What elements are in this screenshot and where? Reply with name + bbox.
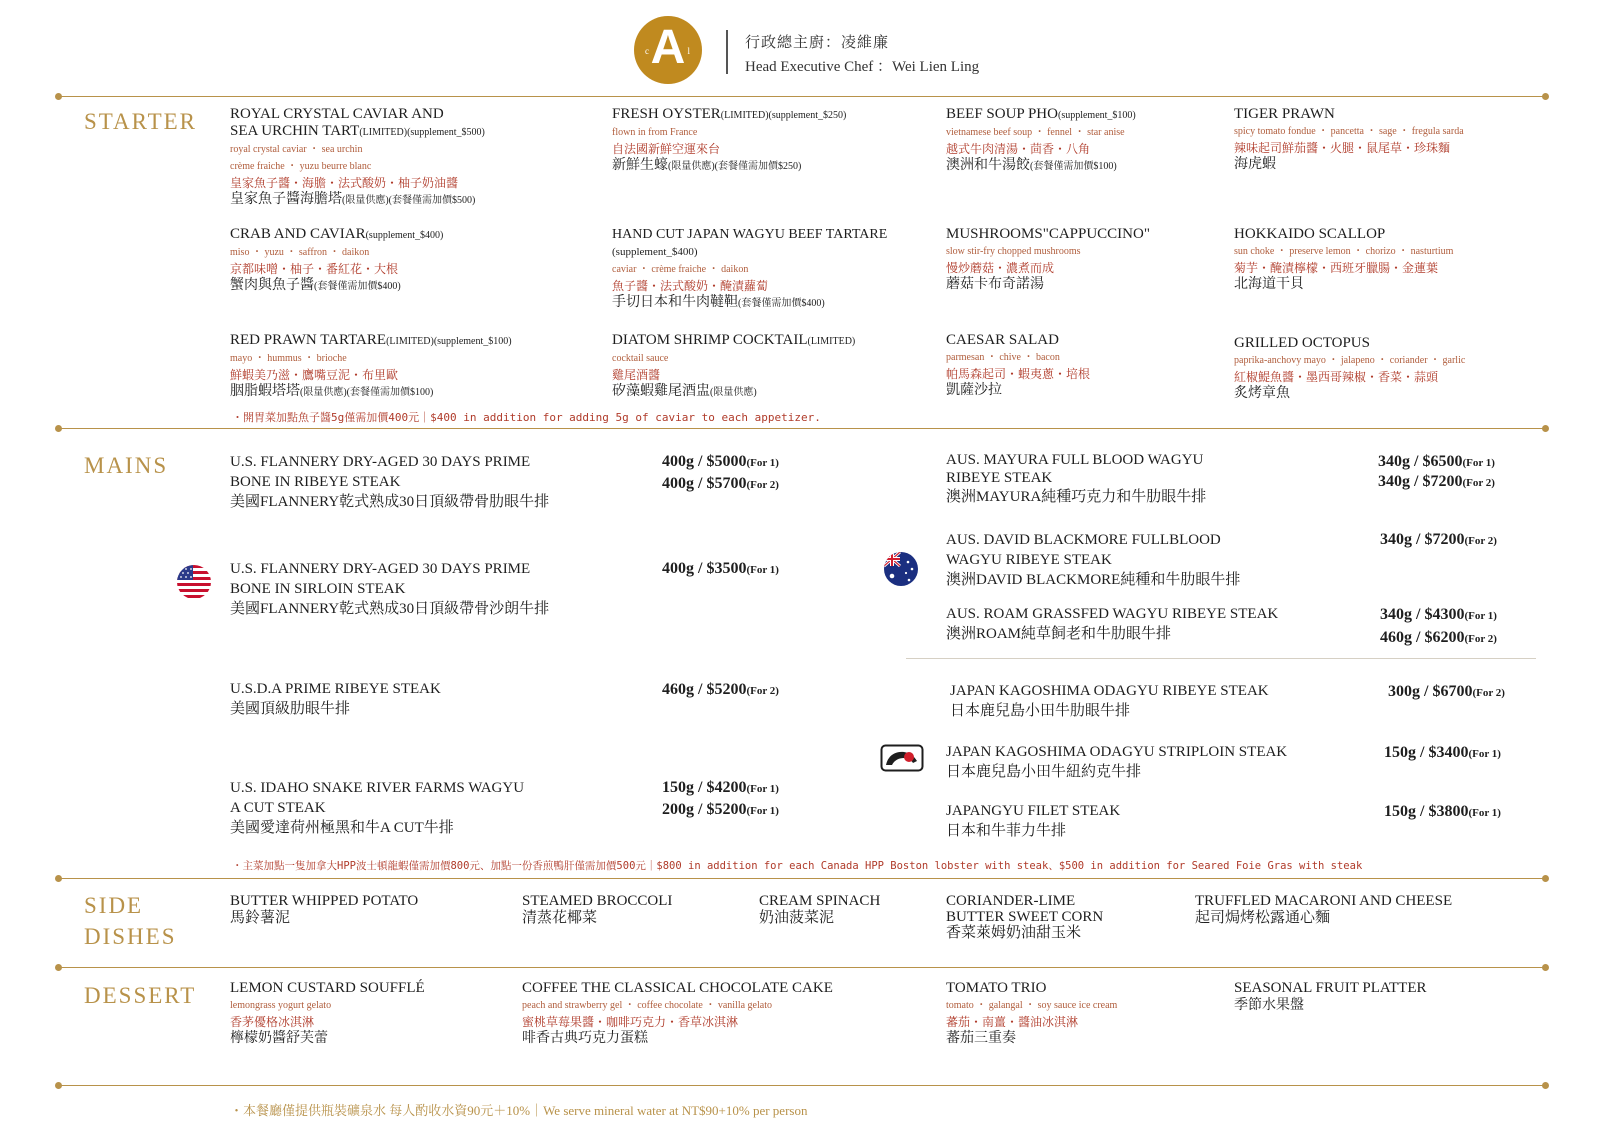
- dish-tag: (LIMITED)(supplement_$500): [359, 127, 485, 138]
- dish-name: HOKKAIDO SCALLOP: [1234, 226, 1386, 242]
- dish-tag: (supplement_$400): [612, 246, 698, 258]
- dish-name-zh: 日本鹿兒島小田牛紐約克牛排: [946, 764, 1142, 780]
- dish-name: TRUFFLED MACARONI AND CHEESE: [1195, 893, 1453, 909]
- price-serving: (For 1): [746, 783, 779, 795]
- dish-name-zh: 澳洲DAVID BLACKMORE純種和牛肋眼牛排: [946, 572, 1241, 588]
- section-starter: STARTER: [84, 109, 198, 134]
- price-line: [662, 799, 779, 822]
- starter-red-prawn-tartare: [230, 332, 600, 401]
- dish-name-zh: 海虎蝦: [1234, 157, 1276, 172]
- dish-name-zh: 啡香古典巧克力蛋糕: [522, 1031, 648, 1046]
- dessert-lemon-souffle: [230, 980, 510, 1047]
- price-line: [1384, 742, 1501, 765]
- price-value: 340g / $7200: [1380, 531, 1465, 548]
- price-value: 340g / $4300: [1380, 606, 1465, 623]
- price-serving: (For 1): [1468, 748, 1501, 760]
- dish-name-zh: 北海道干貝: [1234, 277, 1304, 292]
- dish-name-zh: 美國FLANNERY乾式熟成30日頂級帶骨沙朗牛排: [230, 601, 550, 617]
- section-dessert: DESSERT: [84, 983, 197, 1008]
- dish-ingredients-zh: 紅椒鯷魚醬・墨西哥辣椒・香菜・蒜頭: [1234, 370, 1439, 384]
- main-us-idaho-wagyu: [230, 778, 630, 838]
- dish-name-zh: 矽藻蝦雞尾酒盅: [612, 384, 710, 399]
- dish-ingredients-zh: 香茅優格冰淇淋: [230, 1015, 315, 1029]
- dish-supplement-zh: (限量供應): [710, 387, 757, 398]
- dish-name-zh: 蘑菇卡布奇諾湯: [946, 277, 1044, 292]
- dish-name-zh: 蕃茄三重奏: [946, 1031, 1016, 1046]
- dish-name: CRAB AND CAVIAR: [230, 226, 366, 242]
- divider-top: [58, 96, 1546, 97]
- logo-letter: A: [650, 21, 686, 74]
- dish-name-zh: 馬鈴薯泥: [230, 910, 291, 926]
- main-japan-odagyu-striploin: [946, 742, 1366, 782]
- dish-name-zh: 奶油菠菜泥: [759, 910, 835, 926]
- dish-name: SEA URCHIN TART: [230, 123, 360, 139]
- price-serving: (For 1): [1462, 457, 1495, 469]
- price-value: 400g / $5700: [662, 475, 747, 492]
- starter-caesar-salad: [946, 332, 1226, 399]
- dish-tag: (LIMITED): [807, 336, 856, 347]
- dish-name: DIATOM SHRIMP COCKTAIL: [612, 332, 808, 348]
- price-value: 340g / $7200: [1378, 473, 1463, 490]
- price-value: 460g / $5200: [662, 681, 747, 698]
- price-value: 150g / $3800: [1384, 803, 1469, 820]
- price-line: [1380, 604, 1497, 627]
- dish-name: BONE IN RIBEYE STEAK: [230, 474, 401, 490]
- price-value: 150g / $3400: [1384, 744, 1469, 761]
- dish-name: U.S.D.A PRIME RIBEYE STEAK: [230, 681, 441, 697]
- dish-name-zh: 胭脂蝦塔塔: [230, 384, 300, 399]
- main-usda-ribeye: [230, 679, 630, 719]
- dish-ingredients: spicy tomato fondue ・ pancetta ・ sage ・ fregula sarda: [1234, 126, 1464, 137]
- dish-name-zh: 澳洲ROAM純草飼老和牛肋眼牛排: [946, 626, 1172, 642]
- dish-name: BONE IN SIRLOIN STEAK: [230, 581, 406, 597]
- starter-fresh-oyster: [612, 106, 922, 175]
- dish-ingredients-zh: 鮮蝦美乃滋・鷹嘴豆泥・布里歐: [230, 368, 399, 382]
- dish-tag: (supplement_$100): [1057, 110, 1136, 121]
- dish-supplement-zh: (限量供應)(套餐僅需加價$500): [342, 195, 476, 206]
- chef-title-chinese: 行政總主廚：凌維廉: [745, 35, 890, 51]
- divider-sides-dessert: [58, 967, 1546, 968]
- price-value: 150g / $4200: [662, 779, 747, 796]
- price-serving: (For 1): [1468, 807, 1501, 819]
- dish-name: TIGER PRAWN: [1234, 106, 1335, 122]
- dish-name-zh: 季節水果盤: [1234, 998, 1304, 1013]
- starter-grilled-octopus: [1234, 335, 1554, 402]
- dish-name-zh: 美國FLANNERY乾式熟成30日頂級帶骨肋眼牛排: [230, 494, 550, 510]
- starter-mushroom-cappuccino: [946, 226, 1226, 293]
- price-serving: (For 1): [746, 457, 779, 469]
- price-serving: (For 2): [1472, 687, 1505, 699]
- dish-ingredients: paprika-anchovy mayo ・ jalapeno ・ coriander ・ garlic: [1234, 355, 1466, 366]
- dish-ingredients-zh: 越式牛肉清湯・茴香・八角: [946, 142, 1091, 156]
- dish-name: U.S. IDAHO SNAKE RIVER FARMS WAGYU: [230, 780, 525, 796]
- dish-name-zh: 蟹肉與魚子醬: [230, 278, 314, 293]
- dish-name: RIBEYE STEAK: [946, 470, 1053, 486]
- price-line: [1380, 627, 1497, 650]
- dish-name: AUS. ROAM GRASSFED WAGYU RIBEYE STEAK: [946, 606, 1279, 622]
- dish-supplement-zh: (套餐僅需加價$400): [738, 298, 825, 309]
- dish-name: BUTTER SWEET CORN: [946, 909, 1104, 925]
- starter-diatom-shrimp: [612, 332, 932, 401]
- dish-supplement-zh: (限量供應)(套餐僅需加價$100): [300, 387, 434, 398]
- section-mains: MAINS: [84, 453, 169, 478]
- dessert-tomato-trio: [946, 980, 1226, 1047]
- main-aus-roam-ribeye: [946, 604, 1366, 644]
- header-divider: [726, 30, 728, 74]
- dish-ingredients-zh: 帕馬森起司・蝦夷蔥・培根: [946, 367, 1091, 381]
- dish-name-zh: 清蒸花椰菜: [522, 910, 598, 926]
- dish-name: CAESAR SALAD: [946, 332, 1059, 348]
- price-line: [1388, 681, 1505, 704]
- price-value: 200g / $5200: [662, 801, 747, 818]
- dish-name-zh: 澳洲MAYURA純種巧克力和牛肋眼牛排: [946, 489, 1207, 505]
- price-serving: (For 2): [1464, 633, 1497, 645]
- dish-ingredients: parmesan ・ chive ・ bacon: [946, 352, 1060, 363]
- dish-supplement-zh: (套餐僅需加價$100): [1030, 161, 1117, 172]
- dish-ingredients-zh: 自法國新鮮空運來台: [612, 142, 721, 156]
- dish-name: CORIANDER-LIME: [946, 893, 1076, 909]
- main-aus-blackmore-ribeye: [946, 530, 1346, 590]
- dish-ingredients: royal crystal caviar ・ sea urchin: [230, 144, 363, 155]
- dish-name-zh: 凱薩沙拉: [946, 383, 1002, 398]
- dish-tag: (LIMITED)(supplement_$250): [720, 110, 847, 121]
- dish-name: FRESH OYSTER: [612, 106, 721, 122]
- dish-ingredients: caviar ・ crème fraiche ・ daikon: [612, 264, 749, 275]
- australia-flag-icon: [884, 552, 918, 586]
- price-serving: (For 2): [746, 479, 779, 491]
- dish-name: LEMON CUSTARD SOUFFLÉ: [230, 980, 425, 996]
- dish-name-zh: 手切日本和牛肉韃靼: [612, 295, 738, 310]
- dish-name: AUS. DAVID BLACKMORE FULLBLOOD: [946, 532, 1221, 548]
- dish-name: GRILLED OCTOPUS: [1234, 335, 1370, 351]
- dish-ingredients-zh: 菊芋・醃漬檸檬・西班牙臘腸・金蓮葉: [1234, 261, 1439, 275]
- dish-ingredients-zh: 京都味噌・柚子・番紅花・大根: [230, 262, 399, 276]
- price-value: 300g / $6700: [1388, 683, 1473, 700]
- dish-ingredients-zh: 皇家魚子醬・海膽・法式酸奶・柚子奶油醬: [230, 176, 459, 190]
- dish-name: BUTTER WHIPPED POTATO: [230, 893, 419, 909]
- dessert-fruit-platter: [1234, 980, 1534, 1014]
- dish-name: U.S. FLANNERY DRY-AGED 30 DAYS PRIME: [230, 561, 531, 577]
- restaurant-logo: [634, 16, 702, 84]
- dish-ingredients-zh: 辣味起司鮮茄醬・火腿・鼠尾草・珍珠麵: [1234, 141, 1451, 155]
- main-japangyu-filet: [946, 801, 1366, 841]
- section-side-line1: SIDE: [84, 893, 144, 918]
- price-line: [662, 473, 779, 496]
- dish-name: CREAM SPINACH: [759, 893, 881, 909]
- mains-addon-note: ・主菜加點一隻加拿大HPP波士頓龍蝦僅需加價800元、加點一份香煎鴨肝僅需加價500元｜$800 in addition for each Canada HPP Boston lobster with steak、$500 in addition for Seared Foie Gras with steak: [232, 860, 1363, 872]
- dish-ingredients: flown in from France: [612, 127, 698, 138]
- divider-bottom: [58, 1085, 1546, 1086]
- divider-starter-mains: [58, 428, 1546, 429]
- dish-ingredients-zh: 魚子醬・法式酸奶・醃漬蘿蔔: [612, 279, 769, 293]
- dish-name-zh: 美國愛達荷州極黑和牛A CUT牛排: [230, 820, 454, 836]
- dish-tag: (supplement_$400): [365, 230, 444, 241]
- price-serving: (For 1): [1464, 610, 1497, 622]
- dessert-chocolate-cake: [522, 980, 932, 1047]
- chef-title-english: Head Executive Chef ：Wei Lien Ling: [745, 59, 980, 75]
- dish-name: SEASONAL FRUIT PLATTER: [1234, 980, 1427, 996]
- side-whipped-potato: [230, 893, 500, 927]
- dish-name-zh: 炙烤章魚: [1234, 386, 1290, 401]
- price-value: 340g / $6500: [1378, 453, 1463, 470]
- dish-ingredients: peach and strawberry gel ・ coffee chocolate ・ vanilla gelato: [522, 1000, 772, 1011]
- starter-crab-caviar: [230, 226, 590, 295]
- price-line: [662, 451, 779, 474]
- price-serving: (For 1): [746, 564, 779, 576]
- divider-mains-sides: [58, 878, 1546, 879]
- dish-name-zh: 日本和牛菲力牛排: [946, 823, 1067, 839]
- side-cream-spinach: [759, 893, 939, 927]
- price-line: [1380, 529, 1497, 552]
- dish-ingredients: cocktail sauce: [612, 353, 669, 364]
- dish-name-zh: 日本鹿兒島小田牛肋眼牛排: [950, 703, 1131, 719]
- japan-wagyu-brand-icon: [880, 744, 924, 772]
- dish-name: ROYAL CRYSTAL CAVIAR AND: [230, 106, 444, 122]
- dish-name-zh: 美國頂級肋眼牛排: [230, 701, 351, 717]
- main-us-flannery-sirloin: [230, 559, 630, 619]
- dish-name: JAPANGYU FILET STEAK: [946, 803, 1121, 819]
- side-steamed-broccoli: [522, 893, 742, 927]
- dish-ingredients: crème fraiche ・ yuzu beurre blanc: [230, 161, 372, 172]
- starter-caviar-note: ・開胃菜加點魚子醬5g僅需加價400元｜$400 in addition for adding 5g of caviar to each appetizer.: [232, 411, 821, 424]
- dish-name-zh: 檸檬奶醬舒芙蕾: [230, 1031, 328, 1046]
- dish-name: U.S. FLANNERY DRY-AGED 30 DAYS PRIME: [230, 454, 531, 470]
- starter-beef-soup-pho: [946, 106, 1226, 175]
- side-truffled-macaroni: [1195, 893, 1535, 927]
- dish-name-zh: 皇家魚子醬海膽塔: [230, 192, 342, 207]
- dish-ingredients: tomato ・ galangal ・ soy sauce ice cream: [946, 1000, 1118, 1011]
- starter-royal-caviar: [230, 106, 590, 209]
- price-value: 400g / $3500: [662, 560, 747, 577]
- price-serving: (For 2): [746, 685, 779, 697]
- dish-name: A CUT STEAK: [230, 800, 326, 816]
- main-us-flannery-ribeye: [230, 452, 630, 512]
- price-line: [662, 777, 779, 800]
- starter-wagyu-tartare: [612, 226, 932, 312]
- price-serving: (For 1): [746, 805, 779, 817]
- dish-ingredients-zh: 慢炒蘑菇・濃煮而成: [946, 261, 1055, 275]
- dish-name: MUSHROOMS"CAPPUCCINO": [946, 226, 1150, 242]
- dish-supplement-zh: (套餐僅需加價$400): [314, 281, 401, 292]
- price-value: 400g / $5000: [662, 453, 747, 470]
- us-flag-icon: [177, 565, 211, 599]
- dish-name: HAND CUT JAPAN WAGYU BEEF TARTARE: [612, 227, 888, 242]
- dish-name: COFFEE THE CLASSICAL CHOCOLATE CAKE: [522, 980, 833, 996]
- dish-ingredients-zh: 雞尾酒醬: [612, 368, 661, 382]
- dish-name: WAGYU RIBEYE STEAK: [946, 552, 1112, 568]
- price-line: [1384, 801, 1501, 824]
- dish-name: RED PRAWN TARTARE: [230, 332, 387, 348]
- dish-name-zh: 起司焗烤松露通心麵: [1195, 910, 1331, 926]
- dish-name-zh: 香菜萊姆奶油甜玉米: [946, 925, 1082, 941]
- dish-ingredients: mayo ・ hummus ・ brioche: [230, 353, 347, 364]
- dish-supplement-zh: (限量供應)(套餐僅需加價$250): [668, 161, 802, 172]
- dish-ingredients-zh: 蕃茄・南薑・醬油冰淇淋: [946, 1015, 1079, 1029]
- dish-ingredients: vietnamese beef soup ・ fennel ・ star anise: [946, 127, 1125, 138]
- aus-japan-separator: [906, 658, 1536, 659]
- dish-name: JAPAN KAGOSHIMA ODAGYU STRIPLOIN STEAK: [946, 744, 1288, 760]
- dish-ingredients: slow stir-fry chopped mushrooms: [946, 246, 1081, 257]
- dish-ingredients: miso ・ yuzu ・ saffron ・ daikon: [230, 247, 370, 258]
- dish-ingredients-zh: 蜜桃草莓果醬・咖啡巧克力・香草冰淇淋: [522, 1015, 739, 1029]
- starter-tiger-prawn: [1234, 106, 1554, 173]
- price-line: [662, 679, 779, 702]
- dish-tag: (LIMITED)(supplement_$100): [386, 336, 512, 347]
- dish-name-zh: 新鮮生蠔: [612, 158, 668, 173]
- main-japan-odagyu-ribeye: [950, 681, 1370, 721]
- side-sweet-corn: [946, 893, 1176, 941]
- dish-ingredients: lemongrass yogurt gelato: [230, 1000, 332, 1011]
- dish-name-zh: 澳洲和牛湯餃: [946, 158, 1030, 173]
- logo-right-letter: l: [687, 46, 690, 56]
- dish-ingredients: sun choke ・ preserve lemon ・ chorizo ・ nasturtium: [1234, 246, 1454, 257]
- price-value: 460g / $6200: [1380, 629, 1465, 646]
- dish-name: AUS. MAYURA FULL BLOOD WAGYU: [946, 452, 1204, 468]
- price-line: [662, 558, 779, 581]
- logo-left-letter: c: [645, 46, 649, 56]
- section-side-line2: DISHES: [84, 924, 177, 949]
- main-aus-mayura-ribeye: [946, 450, 1346, 507]
- dish-name: TOMATO TRIO: [946, 980, 1047, 996]
- dish-name: BEEF SOUP PHO: [946, 106, 1058, 122]
- price-line: [1378, 471, 1495, 494]
- starter-hokkaido-scallop: [1234, 226, 1554, 293]
- price-serving: (For 2): [1464, 535, 1497, 547]
- dish-name: JAPAN KAGOSHIMA ODAGYU RIBEYE STEAK: [950, 683, 1269, 699]
- price-serving: (For 2): [1462, 477, 1495, 489]
- dish-name: STEAMED BROCCOLI: [522, 893, 673, 909]
- water-service-note: ・本餐廳僅提供瓶裝礦泉水 每人酌收水資90元＋10%｜We serve mineral water at NT$90+10% per person: [230, 1103, 808, 1118]
